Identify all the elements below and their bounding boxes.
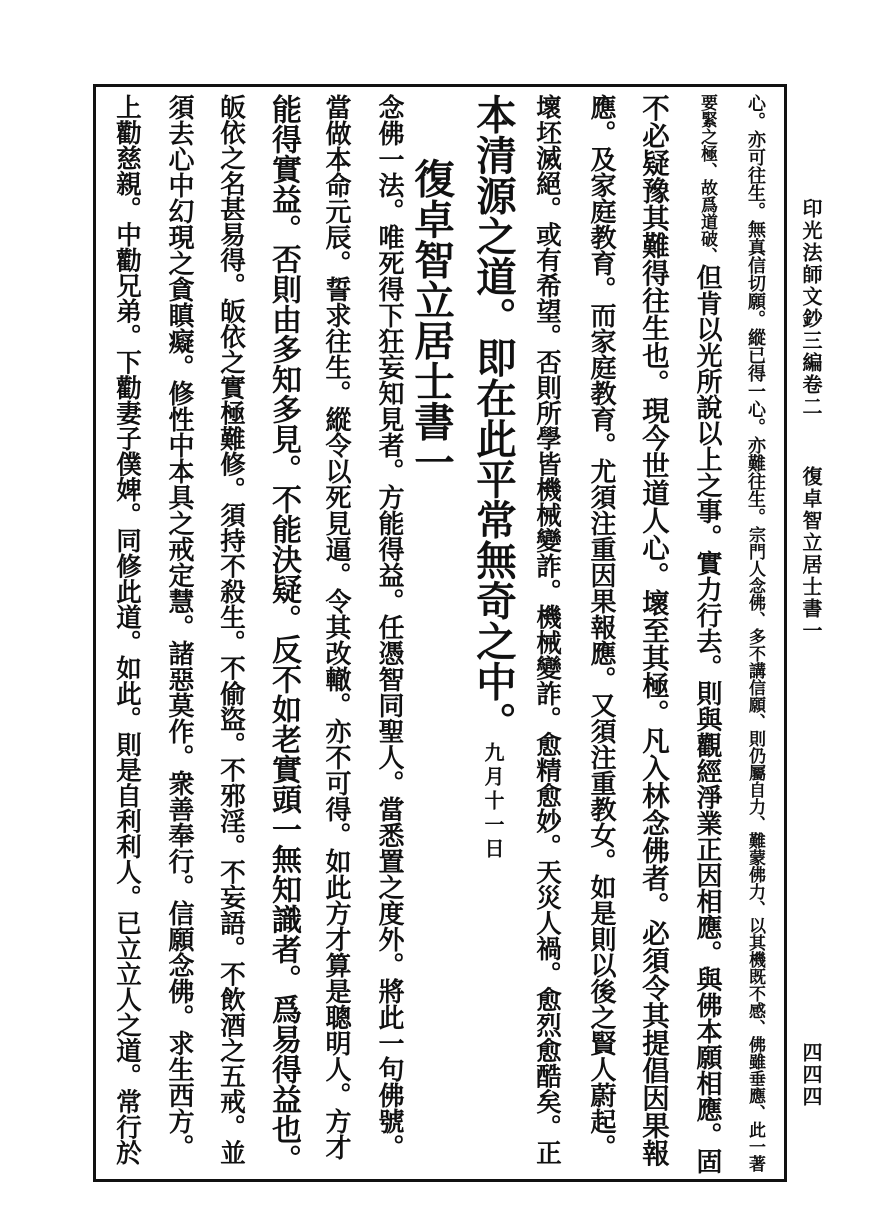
column-text: 皈依之名甚易得。皈依之實極難修。須持不殺生。不偷盜。不邪淫。不妄語。不飲酒之五戒。並 [216,94,246,1165]
text-column-9 [313,94,359,1160]
text-column-1 [732,94,778,1172]
column-text: 上勸慈親。中勸兄弟。下勸妻子僕婢。同修此道。如此。則是自利利人。已立立人之道。常行於 [112,94,142,1165]
column-text: 復卓智立居士書一 [407,158,455,482]
text-column-5 [524,94,570,1165]
text-column-6 [470,94,516,862]
column-text: 但肯以光所說以上之事。實力行去。則與觀經淨業正因相應。與佛本願相應。固 [692,264,722,1174]
letter-date: 九月十一日 [481,742,505,862]
text-column-11 [208,94,254,1165]
column-text: 能得實益。否則由多知多見。不能決疑。反不如老實頭一無知識者。爲易得益也。 [266,94,301,1174]
text-column-12 [156,94,202,1160]
column-text: 心。亦可往生。無真信切願。縱已得一心。亦難往生。 [745,94,766,526]
text-column-13 [104,94,150,1165]
column-text: 本清源之道。即在此平常無奇之中。 [469,94,517,742]
page-number: 四四四 [799,1042,823,1108]
inline-note: 宗門人念佛、多不講信願、則仍屬自力、難蒙佛力、以其機既不感、佛雖垂應、此一著 [745,526,765,1172]
book-title: 印光法師文鈔三編卷二 [799,198,823,418]
section-title: 復卓智立居士書一 [799,466,823,642]
text-column-3 [630,94,676,1167]
inline-note-head: 要緊之極、故爲道破、 [697,94,717,264]
text-column-8 [366,94,412,1160]
column-text: 應。及家庭教育。而家庭教育。尤須注重因果報應。又須注重教女。如是則以後之賢人蔚起。 [586,94,616,1160]
letter-title [408,158,454,482]
text-column-2 [684,94,730,1174]
column-text: 須去心中幻現之貪瞋癡。修性中本具之戒定慧。諸惡莫作。衆善奉行。信願念佛。求生西方。 [164,94,194,1160]
column-text: 當做本命元辰。誓求往生。縱令以死見逼。令其改轍。亦不可得。如此方才算是聰明人。方才 [321,94,351,1160]
text-column-4 [578,94,624,1160]
column-text: 不必疑豫其難得往生也。現今世道人心。壞至其極。凡入林念佛者。必須令其提倡因果報 [637,94,669,1167]
column-text: 壞坯滅絕。或有希望。否則所學皆機械變詐。機械變詐。愈精愈妙。天災人禍。愈烈愈酷矣。正 [532,94,562,1165]
text-column-10 [260,94,306,1174]
column-text: 念佛一法。唯死得下狂妄知見者。方能得益。任憑智同聖人。當悉置之度外。將此一句佛號。 [374,94,404,1160]
